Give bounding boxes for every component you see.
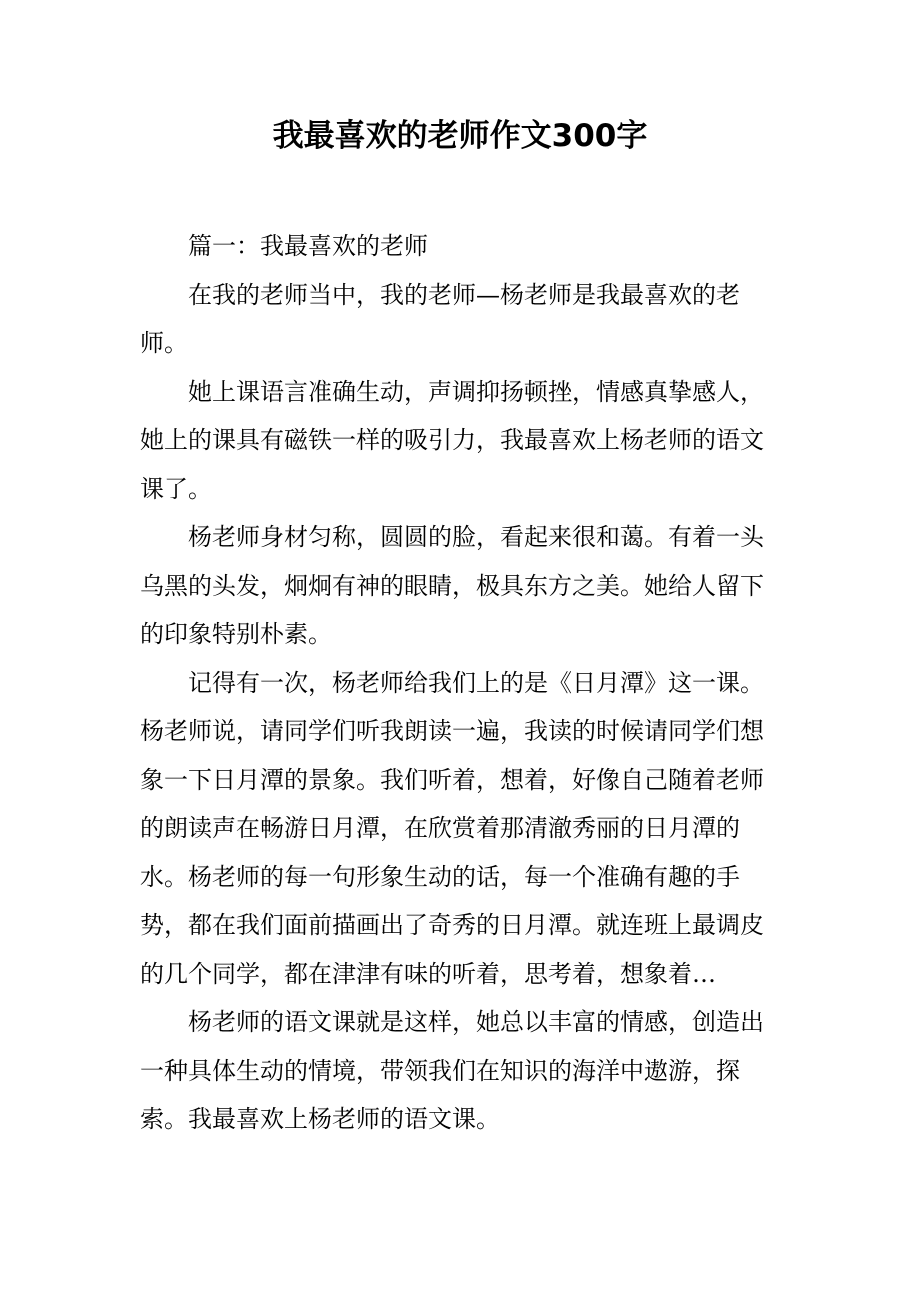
- document-title: 我最喜欢的老师作文300字: [272, 118, 648, 154]
- paragraph-4: 记得有一次，杨老师给我们上的是《日月潭》这一课。杨老师说，请同学们听我朗读一遍，我读的时候请同学们想象一下日月潭的景象。我们听着，想着，好像自己随着老师的朗读声在畅游日月潭，在欣赏着那清澈秀丽的日月潭的水。杨老师的每一句形象生动的话，每一个准确有趣的手势，都在我们面前描画出了奇秀的日月潭。就连班上最调皮的几个同学，都在津津有味的听着，思考着，想象着…: [140, 668, 764, 988]
- paragraph-5: 杨老师的语文课就是这样，她总以丰富的情感，创造出一种具体生动的情境，带领我们在知识的海洋中遨游，探索。我最喜欢上杨老师的语文课。: [140, 1008, 764, 1133]
- section-heading: 篇一：我最喜欢的老师: [188, 232, 428, 260]
- paragraph-1: 在我的老师当中，我的老师—杨老师是我最喜欢的老师。: [140, 280, 740, 357]
- paragraph-2: 她上课语言准确生动，声调抑扬顿挫，情感真挚感人，她上的课具有磁铁一样的吸引力，我最喜欢上杨老师的语文课了。: [140, 377, 764, 503]
- paragraph-3: 杨老师身材匀称，圆圆的脸，看起来很和蔼。有着一头乌黑的头发，炯炯有神的眼睛，极具东方之美。她给人留下的印象特别朴素。: [140, 523, 764, 648]
- document-body: [140, 222, 772, 1144]
